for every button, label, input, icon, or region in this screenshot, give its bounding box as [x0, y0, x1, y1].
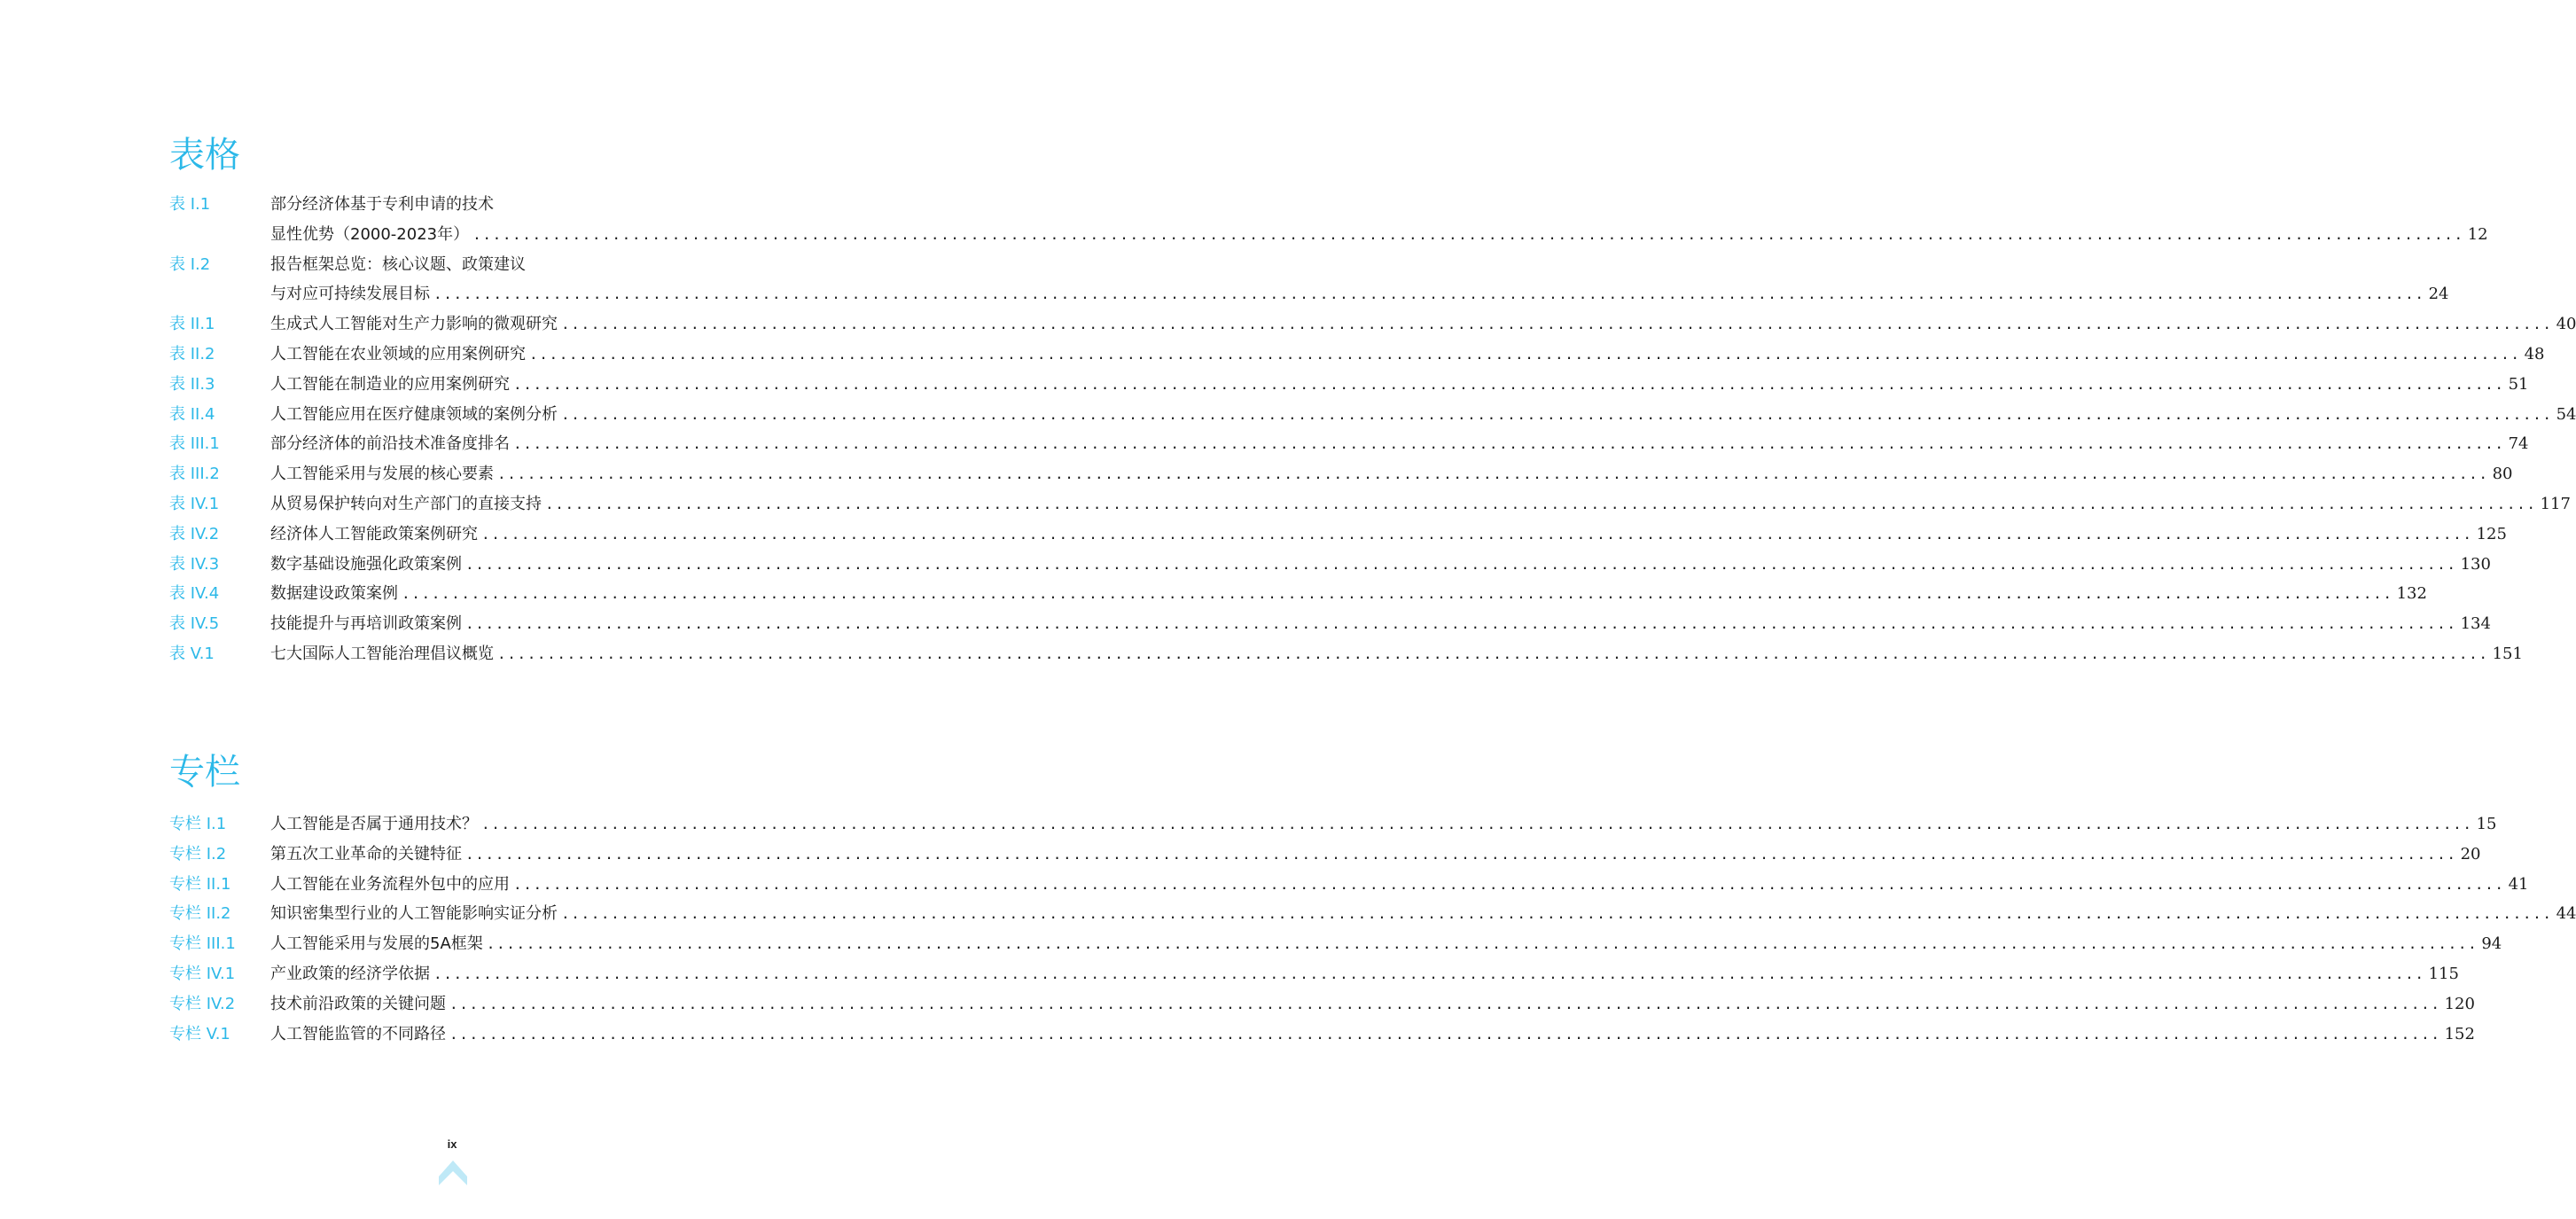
- toc-entry-page: 134: [2460, 614, 2491, 634]
- tables-list: [169, 190, 2576, 669]
- toc-entry-line: [169, 989, 2475, 1020]
- toc-entry-title: 显性优势（2000-2023年）: [270, 224, 470, 244]
- toc-entry-page: 54: [2556, 404, 2576, 424]
- toc-entry-page: 51: [2508, 374, 2529, 394]
- dot-leader: ........................................................................................................................................................................................................: [513, 375, 2505, 393]
- toc-entry-title: 技能提升与再培训政策案例: [270, 614, 462, 634]
- toc-entry-title: 产业政策的经济学依据: [270, 964, 430, 983]
- toc-entry-page: 94: [2481, 934, 2502, 954]
- toc-entry-page: 120: [2444, 994, 2475, 1013]
- toc-entry-line: [169, 190, 737, 220]
- toc-entry-line: [169, 899, 2576, 929]
- dot-leader: ........................................................................................................................................................................................................: [561, 405, 2553, 423]
- toc-entry-line: [169, 370, 2529, 400]
- dot-leader: ........................................................................................................................................................................................................: [433, 965, 2425, 982]
- toc-entry-line: [169, 429, 2529, 459]
- toc-entry-title: 数据建设政策案例: [270, 584, 398, 604]
- toc-entry-line: [169, 929, 2502, 959]
- toc-entry[interactable]: [169, 609, 2491, 639]
- toc-entry-title: 知识密集型行业的人工智能影响实证分析: [270, 904, 558, 924]
- toc-entry-title: 人工智能在制造业的应用案例研究: [270, 374, 510, 394]
- toc-entry-label: 专栏 I.1: [169, 815, 227, 833]
- toc-entry-title: 人工智能应用在医疗健康领域的案例分析: [270, 404, 558, 424]
- toc-entry-title: 技术前沿政策的关键问题: [270, 994, 446, 1013]
- toc-entry-page: 40: [2556, 315, 2576, 334]
- toc-entry-title: 人工智能采用与发展的5A框架: [270, 934, 483, 954]
- toc-entry[interactable]: [169, 989, 2475, 1020]
- toc-entry-line: [169, 840, 2481, 870]
- toc-entry-page: 115: [2428, 964, 2459, 983]
- toc-entry-title: 部分经济体基于专利申请的技术: [270, 195, 494, 214]
- toc-entry-label: 表 II.1: [169, 315, 215, 334]
- toc-entry[interactable]: [169, 809, 2497, 840]
- toc-entry-page: 80: [2492, 465, 2513, 484]
- page-number: ix: [447, 1137, 457, 1151]
- toc-entry-label: 表 IV.1: [169, 494, 220, 513]
- toc-entry-label: 表 V.1: [169, 644, 215, 663]
- boxes-section-title: 专栏: [169, 752, 240, 793]
- toc-entry-label: 表 I.2: [169, 254, 211, 274]
- toc-entry[interactable]: [169, 870, 2529, 900]
- toc-entry-line: [169, 639, 2523, 669]
- toc-entry-label: 表 IV.4: [169, 584, 220, 604]
- dot-leader: ........................................................................................................................................................................................................: [513, 875, 2505, 893]
- toc-entry[interactable]: [169, 400, 2576, 430]
- toc-entry-title: 人工智能在业务流程外包中的应用: [270, 874, 510, 894]
- toc-entry-page: 74: [2508, 434, 2529, 454]
- toc-entry-title: 数字基础设施强化政策案例: [270, 554, 462, 574]
- toc-entry[interactable]: [169, 489, 2571, 520]
- toc-entry[interactable]: [169, 520, 2507, 550]
- dot-leader: ........................................................................................................................................................................................................: [561, 316, 2553, 333]
- dot-leader: ........................................................................................................................................................................................................: [513, 435, 2505, 453]
- toc-entry-page: 125: [2476, 524, 2507, 543]
- dot-leader: ........................................................................................................................................................................................................: [402, 585, 2393, 603]
- dot-leader: ........................................................................................................................................................................................................: [529, 345, 2521, 363]
- toc-entry[interactable]: [169, 929, 2502, 959]
- toc-entry-page: 130: [2460, 554, 2491, 574]
- toc-entry-line: [169, 489, 2571, 520]
- toc-entry-title: 人工智能监管的不同路径: [270, 1024, 446, 1043]
- toc-entry-title: 人工智能采用与发展的核心要素: [270, 465, 494, 484]
- toc-entry-label: 专栏 IV.1: [169, 964, 236, 983]
- toc-entry-title: 七大国际人工智能治理倡议概览: [270, 644, 494, 663]
- dot-leader: ........................................................................................................................................................................................................: [497, 465, 2489, 483]
- dot-leader: ........................................................................................................................................................................................................: [481, 816, 2473, 832]
- toc-entry-line: [169, 340, 2545, 370]
- dot-leader: ........................................................................................................................................................................................................: [433, 285, 2425, 303]
- toc-entry-label: 专栏 V.1: [169, 1024, 230, 1043]
- dot-leader: ........................................................................................................................................................................................................: [545, 495, 2537, 512]
- dot-leader: ........................................................................................................................................................................................................: [449, 995, 2441, 1012]
- toc-entry-line: [169, 550, 2491, 580]
- dot-leader: ........................................................................................................................................................................................................: [486, 935, 2478, 953]
- toc-entry-page: 15: [2476, 815, 2497, 833]
- toc-entry-page: 41: [2508, 874, 2529, 894]
- toc-entry-page: 132: [2396, 584, 2427, 604]
- toc-entry[interactable]: [169, 250, 2449, 310]
- dot-leader: ........................................................................................................................................................................................................: [465, 845, 2457, 863]
- toc-entry[interactable]: [169, 309, 2576, 340]
- toc-entry-title: 人工智能是否属于通用技术？: [270, 815, 478, 833]
- toc-entry-label: 专栏 III.1: [169, 934, 236, 954]
- toc-entry-title: 从贸易保护转向对生产部门的直接支持: [270, 494, 542, 513]
- toc-entry-line: [169, 809, 2497, 840]
- toc-entry-line: [169, 309, 2576, 340]
- toc-entry-label: 表 II.2: [169, 344, 215, 363]
- toc-entry-page: 151: [2492, 644, 2523, 663]
- toc-entry-label: 专栏 I.2: [169, 844, 227, 863]
- toc-entry[interactable]: [169, 459, 2513, 489]
- toc-entry[interactable]: [169, 190, 2488, 250]
- toc-entry[interactable]: [169, 550, 2491, 580]
- dot-leader: ........................................................................................................................................................................................................: [465, 615, 2457, 633]
- toc-entry-line: [169, 520, 2507, 550]
- toc-entry-label: 表 IV.3: [169, 554, 220, 574]
- boxes-list: [169, 809, 2576, 1049]
- toc-entry-line: [169, 870, 2529, 900]
- toc-entry-page: 12: [2467, 224, 2488, 244]
- toc-entry-page: 44: [2556, 904, 2576, 924]
- toc-entry[interactable]: [169, 340, 2545, 370]
- toc-entry-title: 第五次工业革命的关键特征: [270, 844, 462, 863]
- toc-entry[interactable]: [169, 429, 2529, 459]
- toc-entry-label: 专栏 IV.2: [169, 994, 236, 1013]
- toc-entry[interactable]: [169, 1020, 2475, 1050]
- toc-entry-line: [169, 250, 737, 280]
- toc-entry-label: 表 III.2: [169, 465, 220, 484]
- dot-leader: ........................................................................................................................................................................................................: [481, 525, 2473, 543]
- toc-entry[interactable]: [169, 579, 2427, 609]
- toc-entry[interactable]: [169, 639, 2523, 669]
- dot-leader: ........................................................................................................................................................................................................: [497, 645, 2489, 662]
- dot-leader: ........................................................................................................................................................................................................: [561, 905, 2553, 923]
- toc-entry-line: [169, 279, 2449, 309]
- dot-leader: ........................................................................................................................................................................................................: [449, 1025, 2441, 1043]
- toc-entry-line: [169, 959, 2459, 989]
- toc-entry-title: 报告框架总览：核心议题、政策建议: [270, 254, 526, 274]
- toc-entry-title: 与对应可持续发展目标: [270, 285, 430, 304]
- toc-entry-label: 表 IV.2: [169, 524, 220, 543]
- toc-entry-title: 部分经济体的前沿技术准备度排名: [270, 434, 510, 454]
- tables-section-title: 表格: [169, 135, 240, 176]
- chevron-up-icon: [439, 1160, 467, 1185]
- toc-entry-page: 20: [2460, 844, 2481, 863]
- toc-entry-page: 117: [2540, 494, 2571, 513]
- toc-entry-label: 专栏 II.2: [169, 904, 231, 924]
- toc-entry[interactable]: [169, 370, 2529, 400]
- toc-entry-line: [169, 220, 2488, 250]
- toc-entry-label: 专栏 II.1: [169, 874, 231, 894]
- toc-entry-title: 生成式人工智能对生产力影响的微观研究: [270, 315, 558, 334]
- dot-leader: ........................................................................................................................................................................................................: [472, 225, 2464, 243]
- toc-entry-line: [169, 609, 2491, 639]
- toc-entry-line: [169, 400, 2576, 430]
- toc-entry[interactable]: [169, 840, 2481, 870]
- toc-entry-label: 表 I.1: [169, 195, 211, 214]
- toc-entry-label: 表 II.4: [169, 404, 215, 424]
- toc-entry-page: 24: [2428, 285, 2449, 304]
- toc-entry-title: 人工智能在农业领域的应用案例研究: [270, 344, 526, 363]
- dot-leader: ........................................................................................................................................................................................................: [465, 555, 2457, 573]
- toc-entry-line: [169, 579, 2427, 609]
- toc-entry-line: [169, 1020, 2475, 1050]
- toc-entry[interactable]: [169, 899, 2576, 929]
- toc-entry[interactable]: [169, 959, 2459, 989]
- toc-entry-line: [169, 459, 2513, 489]
- toc-entry-title: 经济体人工智能政策案例研究: [270, 524, 478, 543]
- toc-entry-page: 152: [2444, 1024, 2475, 1043]
- toc-entry-page: 48: [2524, 344, 2545, 363]
- toc-entry-label: 表 II.3: [169, 374, 215, 394]
- toc-entry-label: 表 III.1: [169, 434, 220, 454]
- toc-entry-label: 表 IV.5: [169, 614, 220, 634]
